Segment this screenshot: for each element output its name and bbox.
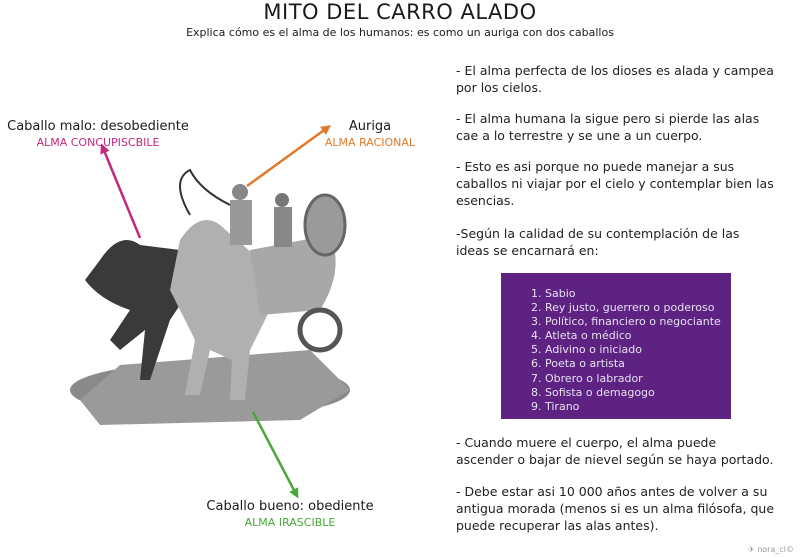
incarnations-list <box>501 273 731 419</box>
paragraph: - Debe estar asi 10 000 años antes de volver a su antigua morada (menos si es un alma filósofa, que puede recuperar las alas antes). <box>456 484 775 533</box>
list-item: 4. Atleta o médico <box>531 329 632 343</box>
bird-icon: ✈ <box>747 545 755 554</box>
list-item: 1. Sabio <box>531 287 576 300</box>
list-item: 8. Sofista o demagogo <box>531 385 655 399</box>
credit-text: nora_cl© <box>757 545 794 554</box>
charioteer-soul: ALMA RACIONAL <box>324 136 416 149</box>
paragraph: - Esto es asi porque no puede manejar a sus caballos ni viajar por el cielo y contemplar bien las esencias. <box>456 159 774 208</box>
list-item: 9. Tirano <box>531 399 580 413</box>
bad-horse-arrow <box>103 148 140 238</box>
charioteer-label <box>310 119 430 149</box>
paragraph: - El alma perfecta de los dioses es alada y campea por los cielos. <box>456 63 774 95</box>
page-title: MITO DEL CARRO ALADO <box>263 0 537 24</box>
bad-horse-label <box>0 119 196 149</box>
charioteer-title: Auriga <box>348 119 392 134</box>
paragraph: - El alma humana la sigue pero si pierde las alas cae a lo terrestre y se une a un cuerpo. <box>456 111 760 143</box>
paragraph: - Cuando muere el cuerpo, el alma puede ascender o bajar de nievel según se haya portado. <box>456 435 774 467</box>
paragraph: -Según la calidad de su contemplación de las ideas se encarnará en: <box>456 226 740 258</box>
list-item: 7. Obrero o labrador <box>531 371 643 385</box>
list-item: 3. Político, financiero o negociante <box>531 315 721 329</box>
good-horse-soul: ALMA IRASCIBLE <box>244 516 336 529</box>
good-horse-label <box>190 499 390 529</box>
good-horse-title: Caballo bueno: obediente <box>206 499 374 514</box>
bad-horse-title: Caballo malo: desobediente <box>7 119 189 134</box>
good-horse-arrow <box>253 412 296 494</box>
list-item: 5. Adivino o iniciado <box>531 343 642 357</box>
list-item: 2. Rey justo, guerrero o poderoso <box>531 301 715 315</box>
credit-watermark <box>748 545 794 554</box>
list-item: 6. Poeta o artista <box>531 357 625 371</box>
bad-horse-soul: ALMA CONCUPISCBILE <box>36 136 160 149</box>
page-subtitle: Explica cómo es el alma de los humanos: es como un auriga con dos caballos <box>186 26 614 39</box>
